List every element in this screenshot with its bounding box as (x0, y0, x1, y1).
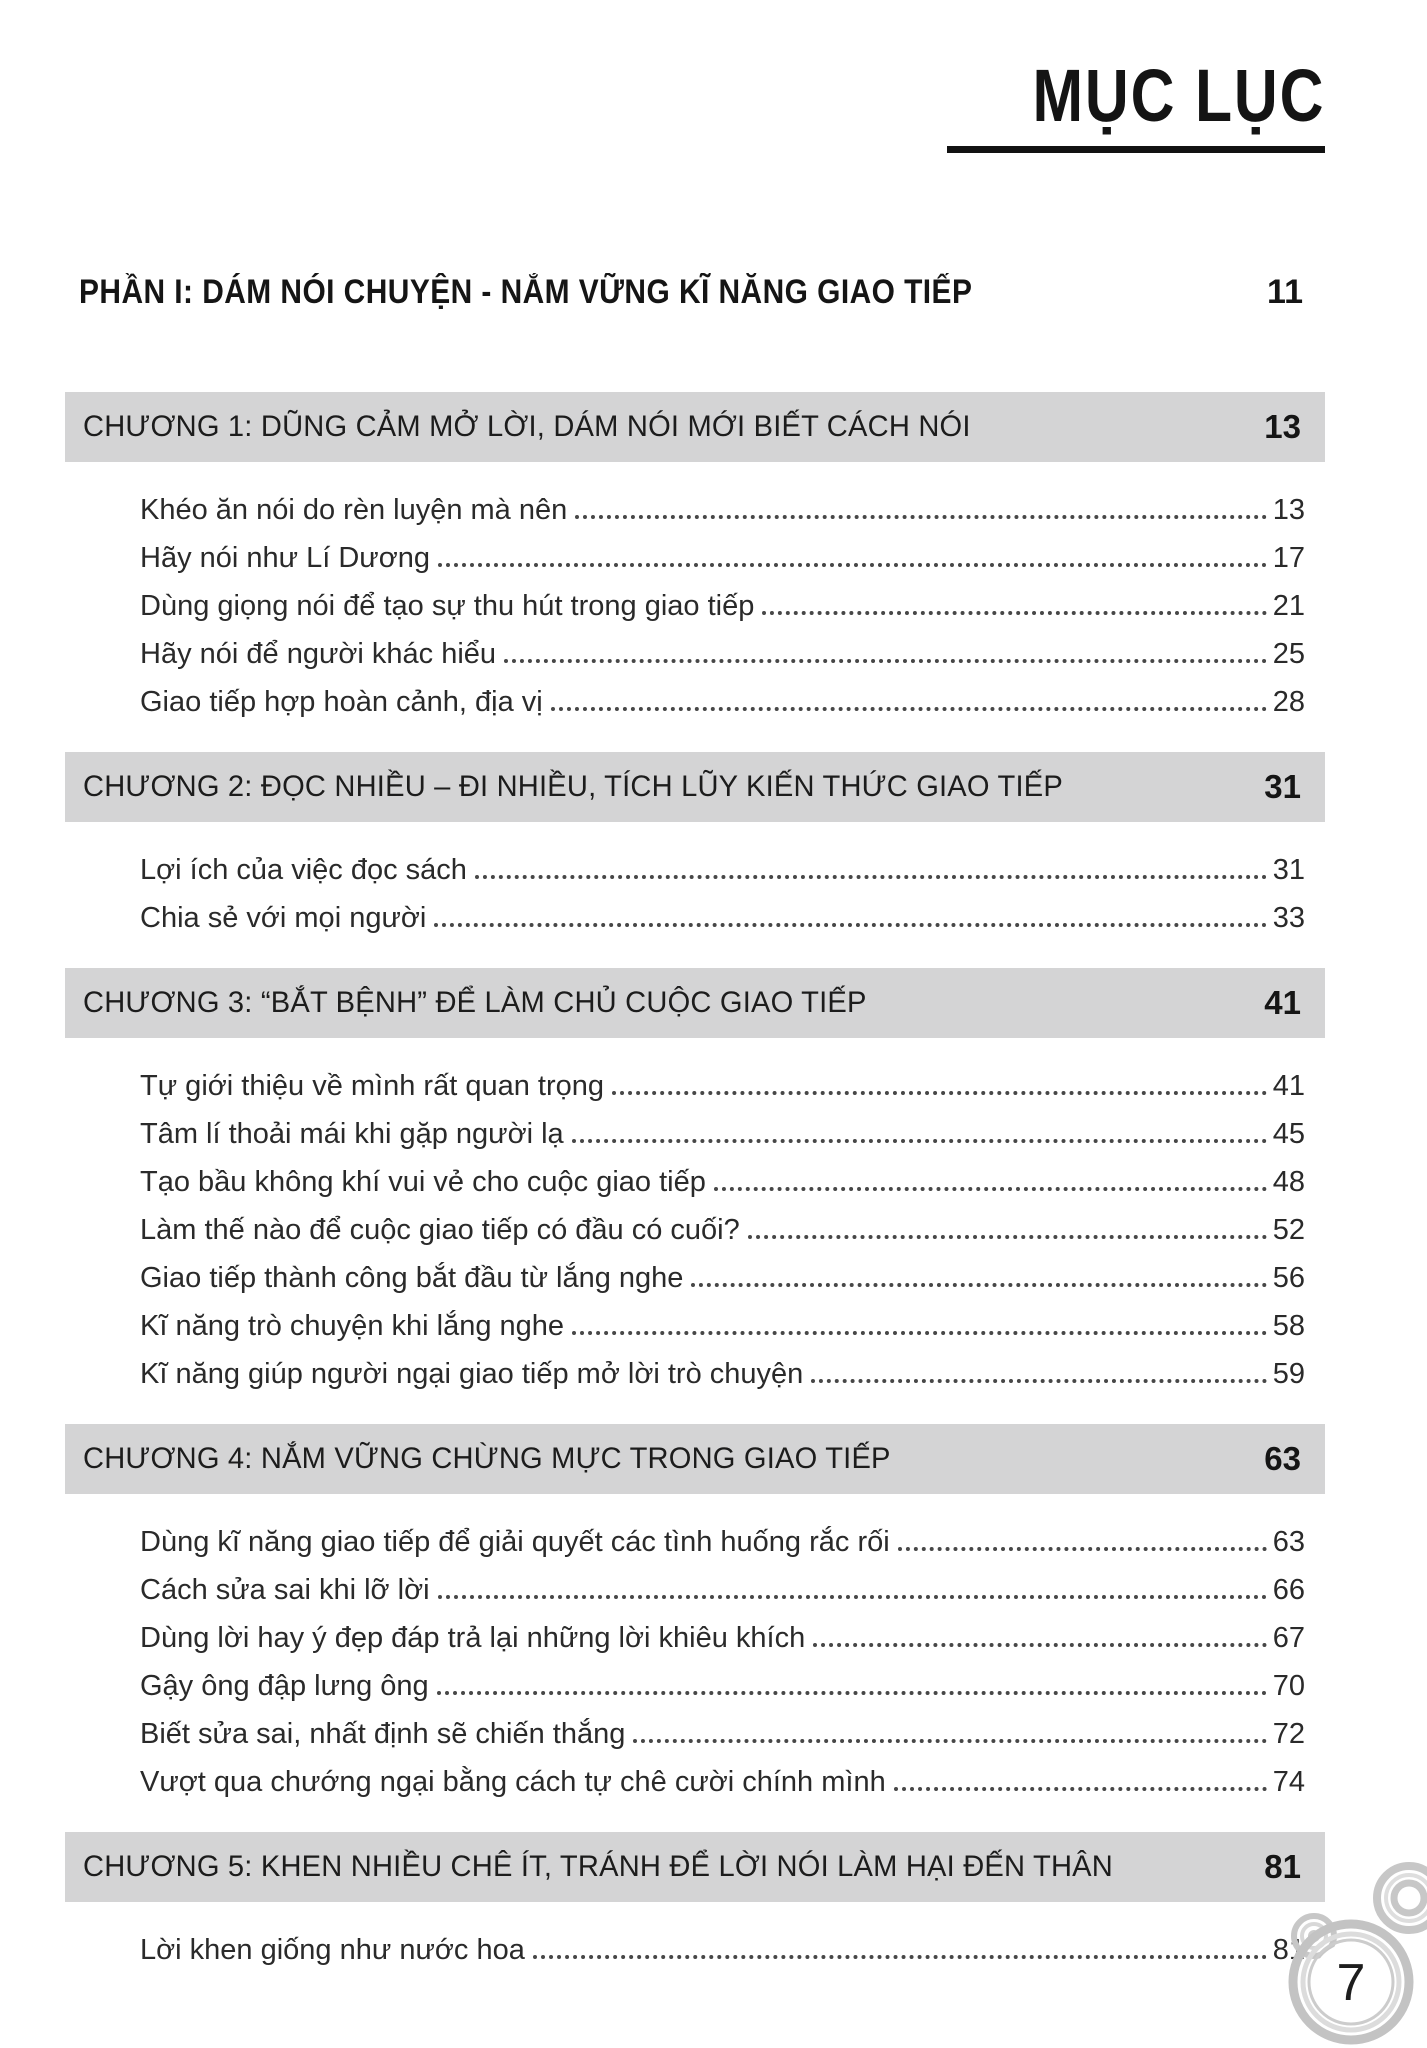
toc-entry-title: Dùng giọng nói để tạo sự thu hút trong giao tiếp (140, 589, 755, 622)
chapter-title: CHƯƠNG 1: DŨNG CẢM MỞ LỜI, DÁM NÓI MỚI BIẾT CÁCH NÓI (83, 410, 971, 443)
toc-entry-page-number: 63 (1272, 1525, 1305, 1558)
toc-chapters (65, 392, 1325, 1988)
toc-entry-page-number: 21 (1272, 589, 1305, 622)
toc-entry-page-number: 45 (1272, 1117, 1305, 1150)
chapter-page-number: 63 (1264, 1440, 1301, 1477)
dotted-leader (762, 611, 1266, 615)
toc-entry-title: Giao tiếp thành công bắt đầu từ lắng nghe (140, 1261, 684, 1294)
chapter-heading (65, 752, 1325, 822)
chapter-page-number: 81 (1264, 1848, 1301, 1885)
dotted-leader (813, 1643, 1267, 1647)
toc-entry (140, 1062, 1305, 1110)
chapter-page-number: 13 (1264, 408, 1301, 445)
dotted-leader (438, 563, 1267, 567)
chapter-entry-list (65, 1038, 1325, 1412)
dotted-leader (438, 1595, 1267, 1599)
page-number: 7 (1336, 1954, 1366, 2012)
dotted-leader (434, 923, 1266, 927)
toc-entry-page-number: 25 (1272, 637, 1305, 670)
toc-entry-page-number: 67 (1272, 1621, 1305, 1654)
toc-entry-page-number: 28 (1272, 685, 1305, 718)
toc-entry-title: Lời khen giống như nước hoa (140, 1933, 525, 1966)
toc-entry-page-number: 74 (1272, 1765, 1305, 1798)
toc-entry-title: Biết sửa sai, nhất định sẽ chiến thắng (140, 1717, 626, 1750)
toc-entry-page-number: 17 (1272, 541, 1305, 574)
toc-entry-title: Tự giới thiệu về mình rất quan trọng (140, 1069, 604, 1102)
toc-entry (140, 1518, 1305, 1566)
toc-entry-title: Chia sẻ với mọi người (140, 901, 427, 934)
toc-entry-title: Gậy ông đập lưng ông (140, 1669, 429, 1702)
toc-entry (140, 1206, 1305, 1254)
toc-entry (140, 678, 1305, 726)
chapter-title: CHƯƠNG 5: KHEN NHIỀU CHÊ ÍT, TRÁNH ĐỂ LỜI NÓI LÀM HẠI ĐẾN THÂN (83, 1850, 1113, 1883)
toc-entry (140, 1302, 1305, 1350)
dotted-leader (572, 1139, 1267, 1143)
dotted-leader (633, 1739, 1266, 1743)
dotted-leader (894, 1787, 1267, 1791)
chapter-entry-list (65, 822, 1325, 956)
toc-entry-title: Kĩ năng trò chuyện khi lắng nghe (140, 1309, 565, 1342)
dotted-leader (811, 1379, 1266, 1383)
toc-entry-title: Hãy nói như Lí Dương (140, 541, 430, 574)
toc-entry-page-number: 13 (1272, 493, 1305, 526)
toc-entry (140, 1566, 1305, 1614)
toc-entry (140, 894, 1305, 942)
chapter-title: CHƯƠNG 2: ĐỌC NHIỀU – ĐI NHIỀU, TÍCH LŨY KIẾN THỨC GIAO TIẾP (83, 770, 1063, 803)
chapter-heading (65, 968, 1325, 1038)
toc-entry-title: Tạo bầu không khí vui vẻ cho cuộc giao tiếp (140, 1165, 706, 1198)
dotted-leader (691, 1283, 1266, 1287)
dotted-leader (714, 1187, 1267, 1191)
part-page-number: 11 (1267, 273, 1303, 311)
toc-entry (140, 1758, 1305, 1806)
page-title-block (65, 53, 1325, 153)
chapter-page-number: 31 (1264, 768, 1301, 805)
part-heading (79, 273, 1303, 312)
toc-entry-page-number: 72 (1272, 1717, 1305, 1750)
toc-entry-page-number: 66 (1272, 1573, 1305, 1606)
dotted-leader (504, 659, 1267, 663)
toc-entry (140, 846, 1305, 894)
toc-entry (140, 582, 1305, 630)
dotted-leader (612, 1091, 1267, 1095)
chapter-heading (65, 1832, 1325, 1902)
toc-entry-page-number: 56 (1272, 1261, 1305, 1294)
toc-entry (140, 1254, 1305, 1302)
toc-entry-title: Khéo ăn nói do rèn luyện mà nên (140, 493, 568, 526)
chapter-title: CHƯƠNG 3: “BẮT BỆNH” ĐỂ LÀM CHỦ CUỘC GIAO TIẾP (83, 986, 867, 1019)
toc-entry-title: Tâm lí thoải mái khi gặp người lạ (140, 1117, 564, 1150)
chapter-entry-list (65, 462, 1325, 740)
toc-entry-page-number: 81 (1272, 1933, 1305, 1966)
toc-entry (140, 1350, 1305, 1398)
toc-entry-page-number: 59 (1272, 1357, 1305, 1390)
toc-entry-title: Dùng lời hay ý đẹp đáp trả lại những lời khiêu khích (140, 1621, 806, 1654)
toc-entry-page-number: 48 (1272, 1165, 1305, 1198)
toc-entry (140, 486, 1305, 534)
toc-entry (140, 1926, 1305, 1974)
toc-entry (140, 630, 1305, 678)
dotted-leader (533, 1955, 1267, 1959)
toc-entry-page-number: 31 (1272, 853, 1305, 886)
chapter-heading (65, 1424, 1325, 1494)
toc-entry-title: Giao tiếp hợp hoàn cảnh, địa vị (140, 685, 543, 718)
dotted-leader (551, 707, 1267, 711)
chapter-heading (65, 392, 1325, 462)
decorative-circles (1217, 1838, 1427, 2048)
toc-entry (140, 1110, 1305, 1158)
toc-entry-page-number: 33 (1272, 901, 1305, 934)
toc-entry-title: Làm thế nào để cuộc giao tiếp có đầu có cuối? (140, 1213, 740, 1246)
toc-entry (140, 534, 1305, 582)
toc-entry-page-number: 52 (1272, 1213, 1305, 1246)
chapter-entry-list (65, 1494, 1325, 1820)
dotted-leader (437, 1691, 1267, 1695)
toc-entry-page-number: 58 (1272, 1309, 1305, 1342)
chapter-title: CHƯƠNG 4: NẮM VỮNG CHỪNG MỰC TRONG GIAO TIẾP (83, 1442, 891, 1475)
part-title: PHẦN I: DÁM NÓI CHUYỆN - NẮM VỮNG KĨ NĂNG GIAO TIẾP (79, 273, 973, 311)
page-title: MỤC LỤC (1032, 53, 1325, 137)
toc-entry-title: Kĩ năng giúp người ngại giao tiếp mở lời trò chuyện (140, 1357, 804, 1390)
toc-entry (140, 1614, 1305, 1662)
toc-entry-title: Vượt qua chướng ngại bằng cách tự chê cười chính mình (140, 1765, 886, 1798)
dotted-leader (898, 1547, 1267, 1551)
chapter-entry-list (65, 1902, 1325, 1988)
dotted-leader (475, 875, 1267, 879)
toc-entry (140, 1710, 1305, 1758)
dotted-leader (748, 1235, 1267, 1239)
toc-entry-title: Lợi ích của việc đọc sách (140, 853, 467, 886)
dotted-leader (575, 515, 1266, 519)
chapter-page-number: 41 (1264, 984, 1301, 1021)
toc-entry-title: Dùng kĩ năng giao tiếp để giải quyết các tình huống rắc rối (140, 1525, 890, 1558)
toc-entry-title: Cách sửa sai khi lỡ lời (140, 1573, 430, 1606)
toc-entry-title: Hãy nói để người khác hiểu (140, 637, 497, 670)
toc-entry-page-number: 41 (1272, 1069, 1305, 1102)
toc-entry-page-number: 70 (1272, 1669, 1305, 1702)
toc-entry (140, 1158, 1305, 1206)
dotted-leader (572, 1331, 1267, 1335)
title-underline (947, 146, 1325, 153)
toc-entry (140, 1662, 1305, 1710)
